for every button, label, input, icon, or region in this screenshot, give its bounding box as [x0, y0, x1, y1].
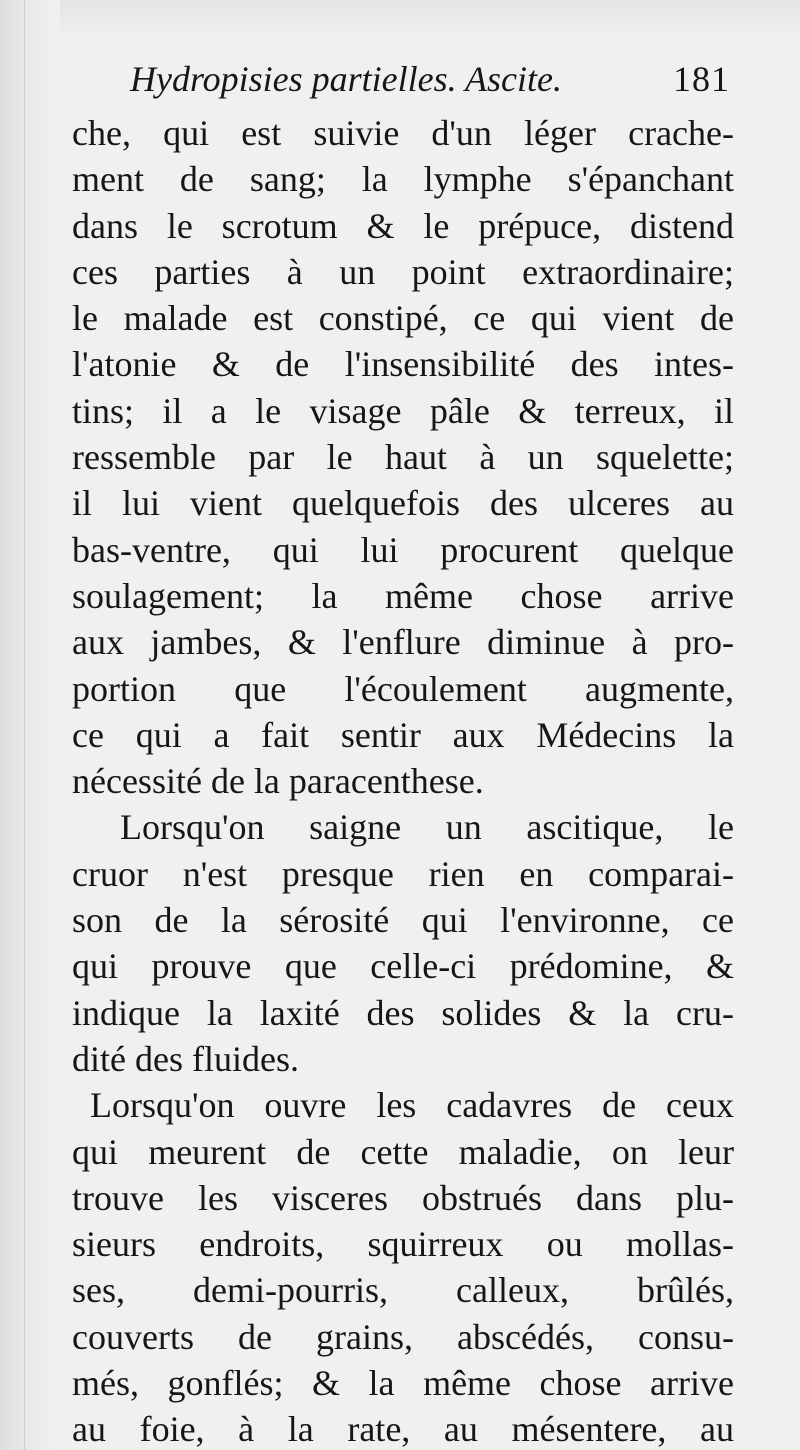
page-gutter — [0, 0, 60, 1450]
text-line: trouve les visceres obstrués dans plu- — [72, 1177, 734, 1218]
text-line: qui prouve que celle-ci prédomine, & — [72, 946, 734, 987]
text-line: dité des fluides. — [72, 1038, 299, 1079]
paragraph-first-line: Lorsqu'on ouvre les cadavres de ceux — [90, 1085, 734, 1126]
text-line: bas-ventre, qui lui procurent quelque — [72, 529, 734, 570]
text-line: aux jambes, & l'enflure diminue à pro- — [72, 622, 734, 663]
text-line: couverts de grains, abscédés, consu- — [72, 1316, 734, 1357]
text-line: le malade est constipé, ce qui vient de — [72, 298, 734, 339]
page-top-shadow — [0, 0, 800, 40]
text-line: més, gonflés; & la même chose arrive — [72, 1363, 734, 1404]
text-line: indique la laxité des solides & la cru- — [72, 992, 734, 1033]
text-line: il lui vient quelquefois des ulceres au — [72, 483, 734, 524]
text-line: ses, demi-pourris, calleux, brûlés, — [72, 1270, 734, 1311]
text-line: nécessité de la paracenthese. — [72, 761, 484, 802]
body-text — [72, 110, 734, 1450]
running-title: Hydropisies partielles. Ascite. — [130, 59, 562, 99]
text-line: ment de sang; la lymphe s'épanchant — [72, 159, 734, 200]
text-line: au foie, à la rate, au mésentere, au — [72, 1409, 734, 1450]
text-line: ce qui a fait sentir aux Médecins la — [72, 714, 734, 755]
paragraph-first-line: Lorsqu'on saigne un ascitique, le — [120, 807, 734, 848]
text-line: ces parties à un point extraordinaire; — [72, 251, 734, 292]
text-line: cruor n'est presque rien en comparai- — [72, 853, 734, 894]
text-line: tins; il a le visage pâle & terreux, il — [72, 390, 734, 431]
text-line: l'atonie & de l'insensibilité des intes- — [72, 344, 734, 385]
text-line: portion que l'écoulement augmente, — [72, 668, 734, 709]
page-number: 181 — [673, 59, 730, 99]
text-line: sieurs endroits, squirreux ou mollas- — [72, 1224, 734, 1265]
gutter-line — [24, 0, 25, 1450]
text-line: soulagement; la même chose arrive — [72, 575, 734, 616]
text-line: son de la sérosité qui l'environne, ce — [72, 900, 734, 941]
text-line: che, qui est suivie d'un léger crache- — [72, 113, 734, 153]
text-line: ressemble par le haut à un squelette; — [72, 437, 734, 478]
text-line: qui meurent de cette maladie, on leur — [72, 1131, 734, 1172]
text-line: dans le scrotum & le prépuce, distend — [72, 205, 734, 246]
running-header — [130, 56, 730, 102]
